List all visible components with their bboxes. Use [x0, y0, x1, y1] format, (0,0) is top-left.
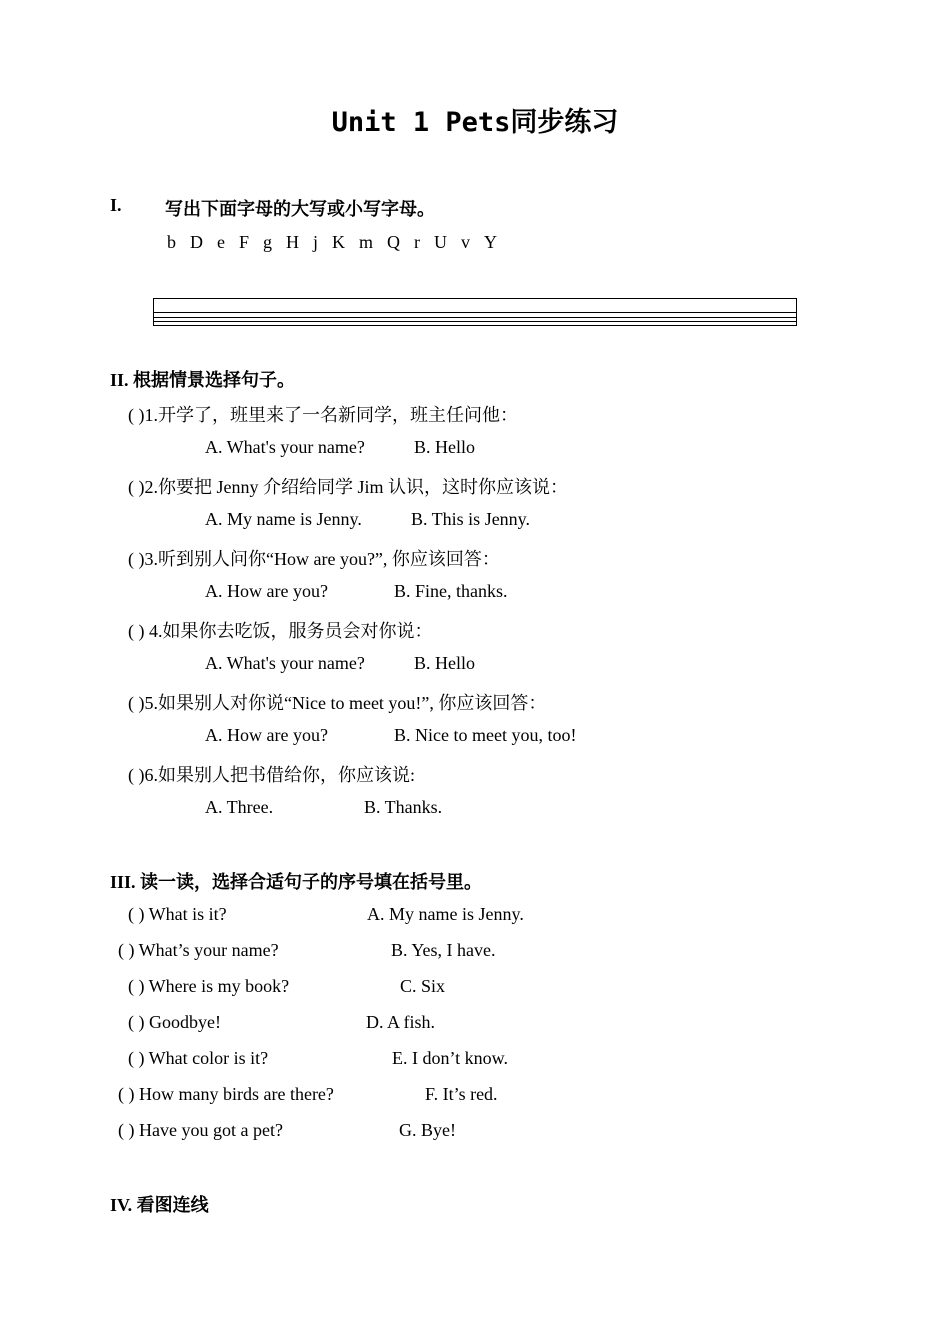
section-3-heading: III. 读一读，选择合适句子的序号填在括号里。 — [110, 872, 483, 892]
section-2-heading: II. 根据情景选择句子。 — [110, 370, 296, 390]
question-4-option-a: A. What's your name? — [205, 653, 365, 673]
question-3-prompt: ( )3.听到别人问你“How are you?”, 你应该回答： — [128, 549, 500, 569]
question-1-option-a: A. What's your name? — [205, 437, 365, 457]
match-question-2: ( ) What’s your name? — [118, 940, 279, 960]
handwriting-lines — [153, 298, 797, 326]
letter-item: g — [263, 232, 273, 252]
question-6-option-a: A. Three. — [205, 797, 274, 817]
letter-item: e — [217, 232, 225, 252]
letter-item: v — [461, 232, 471, 252]
question-1-option-b: B. Hello — [414, 437, 475, 457]
match-answer-d: D. A fish. — [366, 1012, 436, 1032]
question-4-prompt: ( ) 4.如果你去吃饭，服务员会对你说： — [128, 621, 433, 641]
question-4-option-b: B. Hello — [414, 653, 475, 673]
question-1-prompt: ( )1.开学了，班里来了一名新同学，班主任问他： — [128, 405, 518, 425]
letter-item: j — [313, 232, 319, 252]
match-question-3: ( ) Where is my book? — [128, 976, 290, 996]
letter-item: Y — [484, 232, 498, 252]
match-question-7: ( ) Have you got a pet? — [118, 1120, 283, 1140]
letter-item: U — [434, 232, 448, 252]
match-answer-b: B. Yes, I have. — [391, 940, 496, 960]
question-2-prompt: ( )2.你要把 Jenny 介绍给同学 Jim 认识，这时你应该说： — [128, 477, 568, 497]
question-5-prompt: ( )5.如果别人对你说“Nice to meet you!”, 你应该回答： — [128, 693, 547, 713]
section-1-number: I. — [110, 195, 122, 215]
letters-row — [167, 232, 511, 253]
letter-item: K — [332, 232, 346, 252]
question-5-option-b: B. Nice to meet you, too! — [394, 725, 577, 745]
match-answer-a: A. My name is Jenny. — [367, 904, 524, 924]
letter-item: r — [414, 232, 421, 252]
letter-item: H — [286, 232, 300, 252]
match-answer-g: G. Bye! — [399, 1120, 456, 1140]
section-4-heading: IV. 看图连线 — [110, 1195, 209, 1215]
letter-item: b — [167, 232, 176, 252]
question-2-option-a: A. My name is Jenny. — [205, 509, 362, 529]
question-6-prompt: ( )6.如果别人把书借给你，你应该说: — [128, 765, 415, 785]
letter-item: F — [239, 232, 250, 252]
match-answer-f: F. It’s red. — [425, 1084, 498, 1104]
question-3-option-a: A. How are you? — [205, 581, 328, 601]
letter-item: m — [359, 232, 374, 252]
question-3-option-b: B. Fine, thanks. — [394, 581, 508, 601]
page-title: Unit 1 Pets同步练习 — [331, 107, 619, 138]
match-question-4: ( ) Goodbye! — [128, 1012, 221, 1032]
question-6-option-b: B. Thanks. — [364, 797, 443, 817]
match-answer-e: E. I don’t know. — [392, 1048, 508, 1068]
match-question-1: ( ) What is it? — [128, 904, 227, 924]
match-answer-c: C. Six — [400, 976, 446, 996]
section-1-heading: 写出下面字母的大写或小写字母。 — [165, 199, 435, 219]
match-question-5: ( ) What color is it? — [128, 1048, 269, 1068]
letter-item: Q — [387, 232, 401, 252]
question-5-option-a: A. How are you? — [205, 725, 328, 745]
letter-item: D — [190, 232, 203, 252]
match-question-6: ( ) How many birds are there? — [118, 1084, 334, 1104]
question-2-option-b: B. This is Jenny. — [411, 509, 531, 529]
